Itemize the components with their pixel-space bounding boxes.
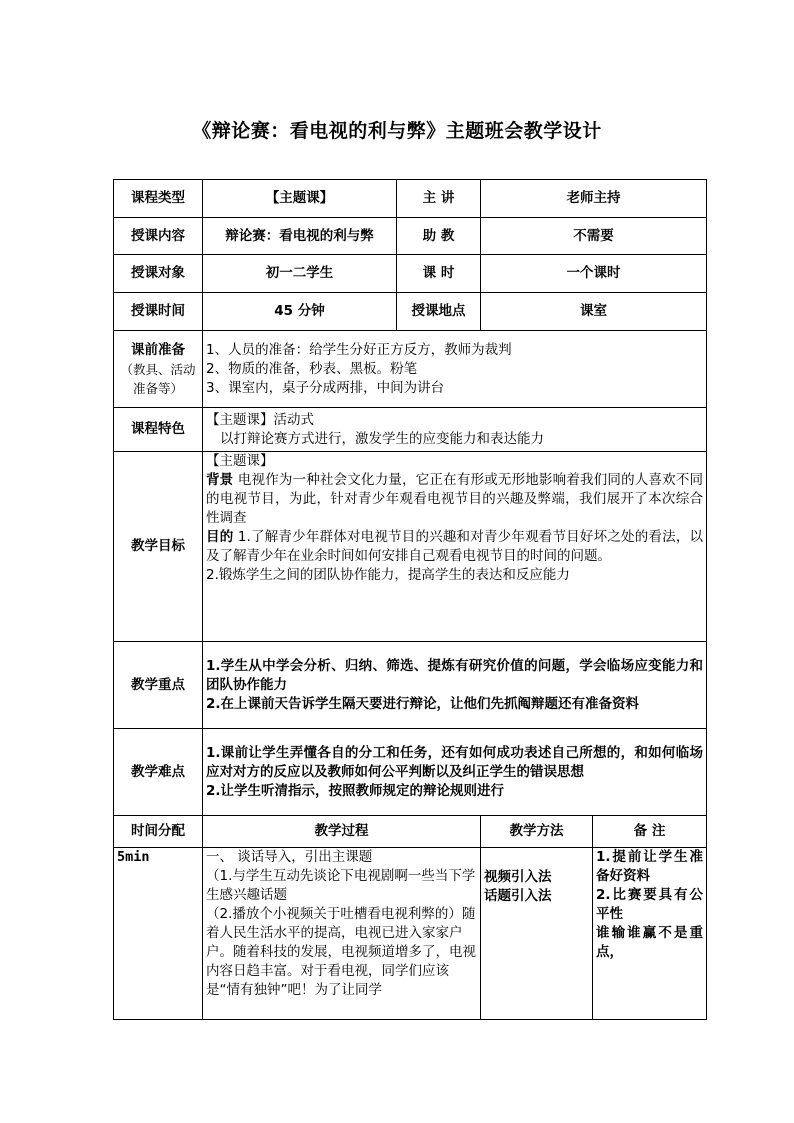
table-row: [114, 180, 707, 218]
prep-line: 3、课室内，桌子分成两排，中间为讲台: [206, 379, 445, 396]
course-type-label: 课程类型: [114, 180, 203, 218]
process-line: 一、 谈话导入，引出主课题: [206, 849, 373, 865]
goal-aim-text2: 2.锻炼学生之间的团队协作能力，提高学生的表达和反应能力: [206, 567, 570, 583]
table-row: [114, 816, 707, 848]
goal-bg-text: 电视作为一种社会文化力量，它正在有形或无形地影响着我们同的人喜欢不同的电视节目，为此，针对青少年观看电视节目的兴趣及弊端，我们展开了本次综合性调查: [206, 472, 704, 526]
audience-value: 初一二学生: [203, 255, 397, 293]
table-row: [114, 642, 707, 729]
feature-line: 以打辩论赛方式进行，激发学生的应变能力和表达能力: [220, 430, 544, 447]
difficulty-line: 2.让学生听清指示，按照教师规定的辩论规则进行: [206, 782, 505, 799]
feature-line: 【主题课】活动式: [206, 411, 314, 428]
key-label: 教学重点: [114, 642, 203, 729]
prep-line: 2、物质的准备，秒表、黑板。粉笔: [206, 360, 418, 377]
process-cell: [203, 848, 481, 1020]
table-row: [114, 848, 707, 1020]
duration-value: 45 分钟: [203, 293, 397, 331]
table-row: [114, 255, 707, 293]
process-line: （2.播放个小视频关于吐槽看电视利弊的）随着人民生活水平的提高，电视已进入家家户户。随着科技的发展，电视频道增多了，电视内容日趋丰富。对于看电视，同学们应该是“情有独钟”吧！为了让同学: [206, 906, 476, 998]
feature-content: [203, 408, 707, 452]
duration-label: 授课时间: [114, 293, 203, 331]
process-line: （1.与学生互动先谈论下电视剧啊一些当下学生感兴趣话题: [206, 868, 476, 903]
prep-label: 课前准备: [131, 341, 185, 358]
content-value: 辩论赛：看电视的利与弊: [203, 218, 397, 255]
method-cell: [481, 848, 593, 1020]
assistant-value: 不需要: [481, 218, 707, 255]
method-header: 教学方法: [481, 816, 593, 848]
course-type-value: 【主题课】: [203, 180, 397, 218]
note-line: 1.提前让学生准备好资料: [596, 849, 704, 884]
lesson-plan-table: [113, 179, 707, 1020]
content-label: 授课内容: [114, 218, 203, 255]
prep-line: 1、人员的准备：给学生分好正方反方，教师为裁判: [206, 341, 512, 358]
table-row: [114, 452, 707, 642]
difficulty-label: 教学难点: [114, 729, 203, 816]
prep-content: [203, 331, 707, 408]
key-content: [203, 642, 707, 729]
key-line: 2.在上课前天告诉学生隔天要进行辩论，让他们先抓阄辩题还有准备资料: [206, 695, 640, 712]
table-row: [114, 293, 707, 331]
key-line: 1.学生从中学会分析、归纳、筛选、提炼有研究价值的问题，学会临场应变能力和团队协作能力: [206, 657, 704, 693]
table-row: [114, 729, 707, 816]
goal-content: [203, 452, 707, 642]
goal-label: 教学目标: [114, 452, 203, 642]
note-header: 备 注: [593, 816, 707, 848]
goal-aim-text: 1.了解青少年群体对电视节目的兴趣和对青少年观看节目好坏之处的看法，以及了解青少年在业余时间如何安排自己观看电视节目的时间的问题。: [206, 529, 704, 564]
lecturer-value: 老师主持: [481, 180, 707, 218]
location-label: 授课地点: [397, 293, 481, 331]
lecturer-label: 主 讲: [397, 180, 481, 218]
note-cell: [593, 848, 707, 1020]
document-title: 《辩论赛：看电视的利与弊》主题班会教学设计: [192, 120, 602, 142]
period-label: 课 时: [397, 255, 481, 293]
audience-label: 授课对象: [114, 255, 203, 293]
process-header: 教学过程: [203, 816, 481, 848]
prep-label-cell: [114, 331, 203, 408]
method-line: 话题引入法: [484, 888, 552, 904]
note-line: 2.比赛要具有公平性: [596, 887, 704, 922]
location-value: 课室: [481, 293, 707, 331]
table-row: [114, 331, 707, 408]
goal-aim-label: 目的: [206, 529, 234, 545]
assistant-label: 助 教: [397, 218, 481, 255]
period-value: 一个课时: [481, 255, 707, 293]
difficulty-line: 1.课前让学生弄懂各自的分工和任务，还有如何成功表述自己所想的，和如何临场应对对方的反应以及教师如何公平判断以及纠正学生的错误思想: [206, 744, 704, 780]
note-line: 谁输谁赢不是重点，: [596, 925, 704, 960]
time-cell: [114, 848, 203, 1020]
table-row: [114, 218, 707, 255]
prep-sublabel: （教具、活动准备等）: [120, 361, 196, 396]
table-row: [114, 408, 707, 452]
time-value: 5min: [117, 849, 150, 865]
feature-label: 课程特色: [114, 408, 203, 452]
time-header: 时间分配: [114, 816, 203, 848]
goal-bg-label: 背景: [206, 472, 234, 488]
goal-tag: 【主题课】: [206, 453, 274, 469]
difficulty-content: [203, 729, 707, 816]
method-line: 视频引入法: [484, 869, 552, 885]
